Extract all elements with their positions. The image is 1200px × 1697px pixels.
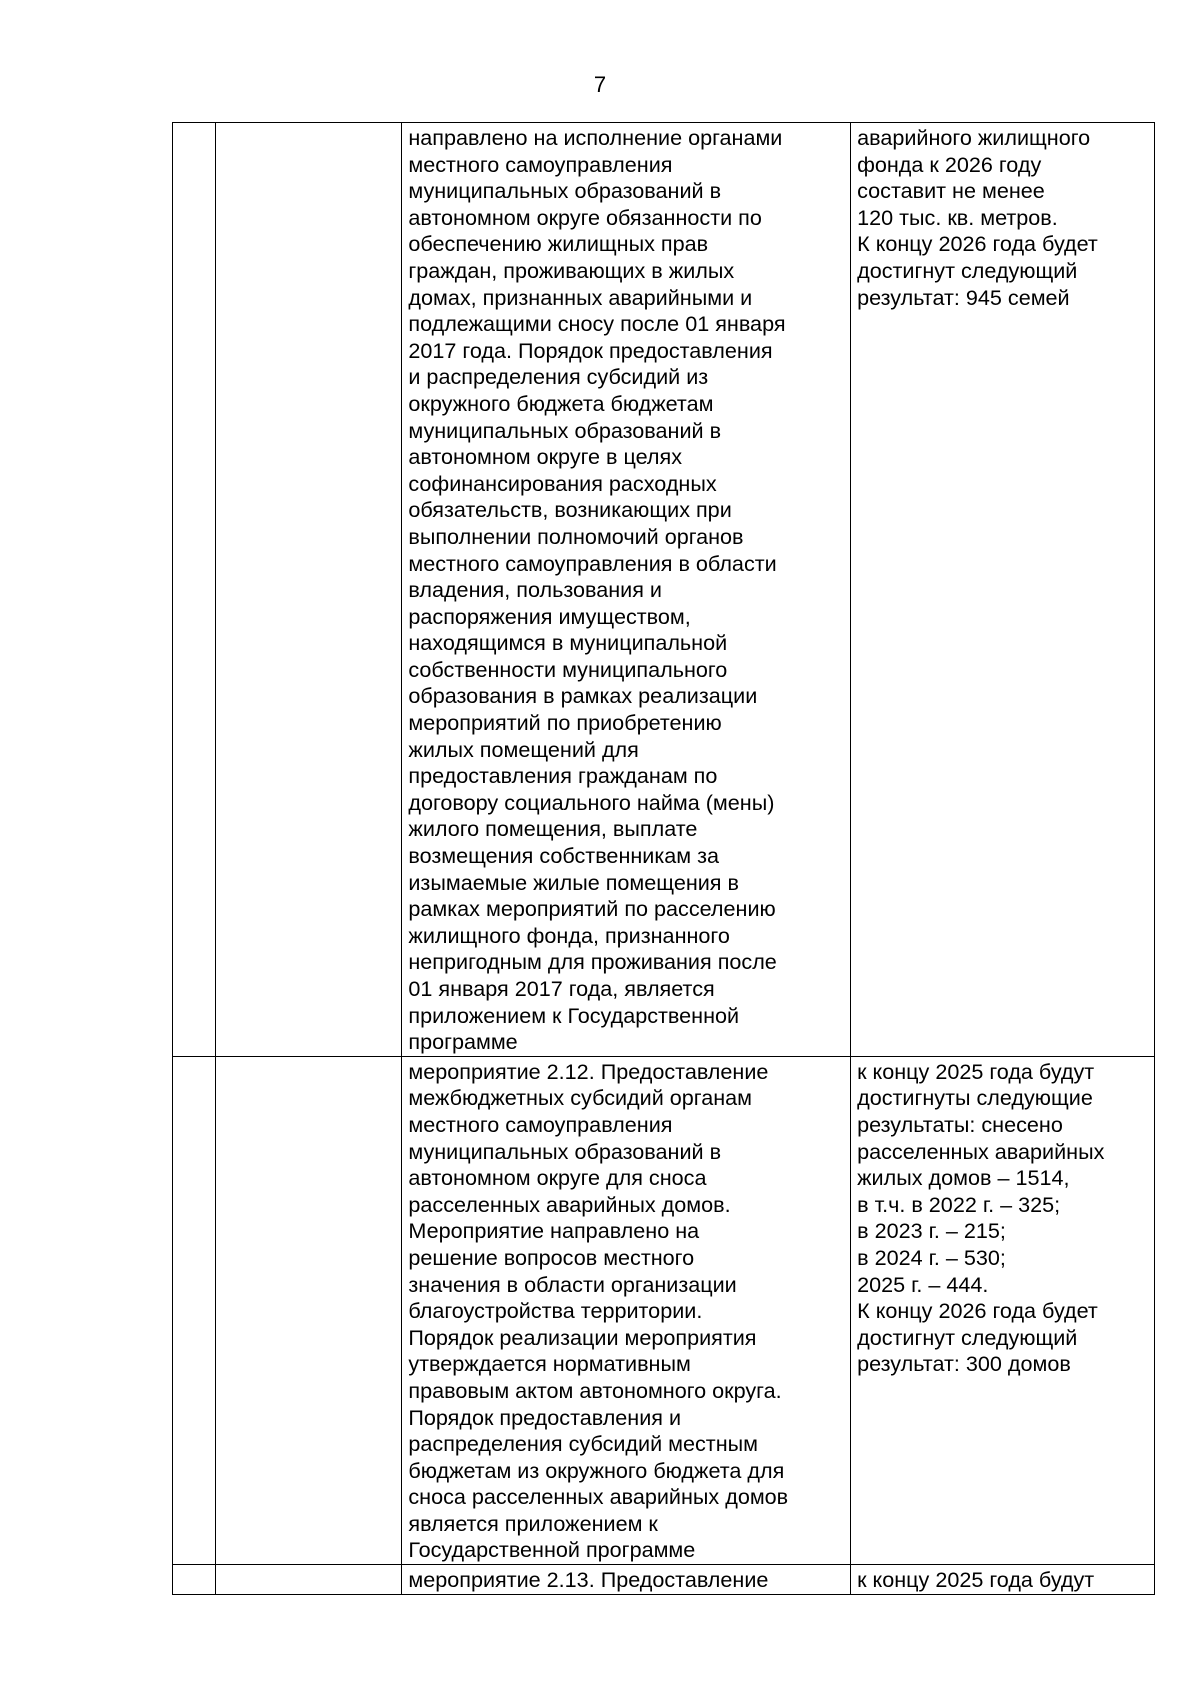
expected-result-cell: к концу 2025 года будут достигнуты следующие результаты: снесено расселенных аварийных жилых домов – 1514, в т.ч. в 2022 г. – 325; в 2023 г. – 215; в 2024 г. – 530; 2025 г. – 444. К концу 2026 года будет достигнут следующий результат: 300 домов <box>851 1056 1155 1564</box>
table-row <box>173 1056 1155 1564</box>
row-number-cell <box>173 123 216 1057</box>
table-row <box>173 1565 1155 1595</box>
page-number: 7 <box>593 72 607 97</box>
expected-result-cell: аварийного жилищного фонда к 2026 году составит не менее 120 тыс. кв. метров. К концу 2026 года будет достигнут следующий результат: 945 семей <box>851 123 1155 1057</box>
program-measures-table <box>172 122 1155 1595</box>
measure-description-cell: мероприятие 2.12. Предоставление межбюджетных субсидий органам местного самоуправления муниципальных образований в автономном округе для сноса расселенных аварийных домов. Мероприятие направлено на решение вопросов местного значения в области организации благоустройства территории. Порядок реализации мероприятия утверждается нормативным правовым актом автономного округа. Порядок предоставления и распределения субсидий местным бюджетам из окружного бюджета для сноса расселенных аварийных домов является приложением к Государственной программе <box>402 1056 851 1564</box>
table-row <box>173 123 1155 1057</box>
element-name-cell <box>216 123 402 1057</box>
measure-description-cell: направлено на исполнение органами местного самоуправления муниципальных образований в автономном округе обязанности по обеспечению жилищных прав граждан, проживающих в жилых домах, признанных аварийными и подлежащими сносу после 01 января 2017 года. Порядок предоставления и распределения субсидий из окружного бюджета бюджетам муниципальных образований в автономном округе в целях софинансирования расходных обязательств, возникающих при выполнении полномочий органов местного самоуправления в области владения, пользования и распоряжения имуществом, находящимся в муниципальной собственности муниципального образования в рамках реализации мероприятий по приобретению жилых помещений для предоставления гражданам по договору социального найма (мены) жилого помещения, выплате возмещения собственникам за изымаемые жилые помещения в рамках мероприятий по расселению жилищного фонда, признанного непригодным для проживания после 01 января 2017 года, является приложением к Государственной программе <box>402 123 851 1057</box>
expected-result-cell: к концу 2025 года будут <box>851 1565 1155 1595</box>
row-number-cell <box>173 1056 216 1564</box>
measure-description-cell: мероприятие 2.13. Предоставление <box>402 1565 851 1595</box>
element-name-cell <box>216 1565 402 1595</box>
element-name-cell <box>216 1056 402 1564</box>
row-number-cell <box>173 1565 216 1595</box>
